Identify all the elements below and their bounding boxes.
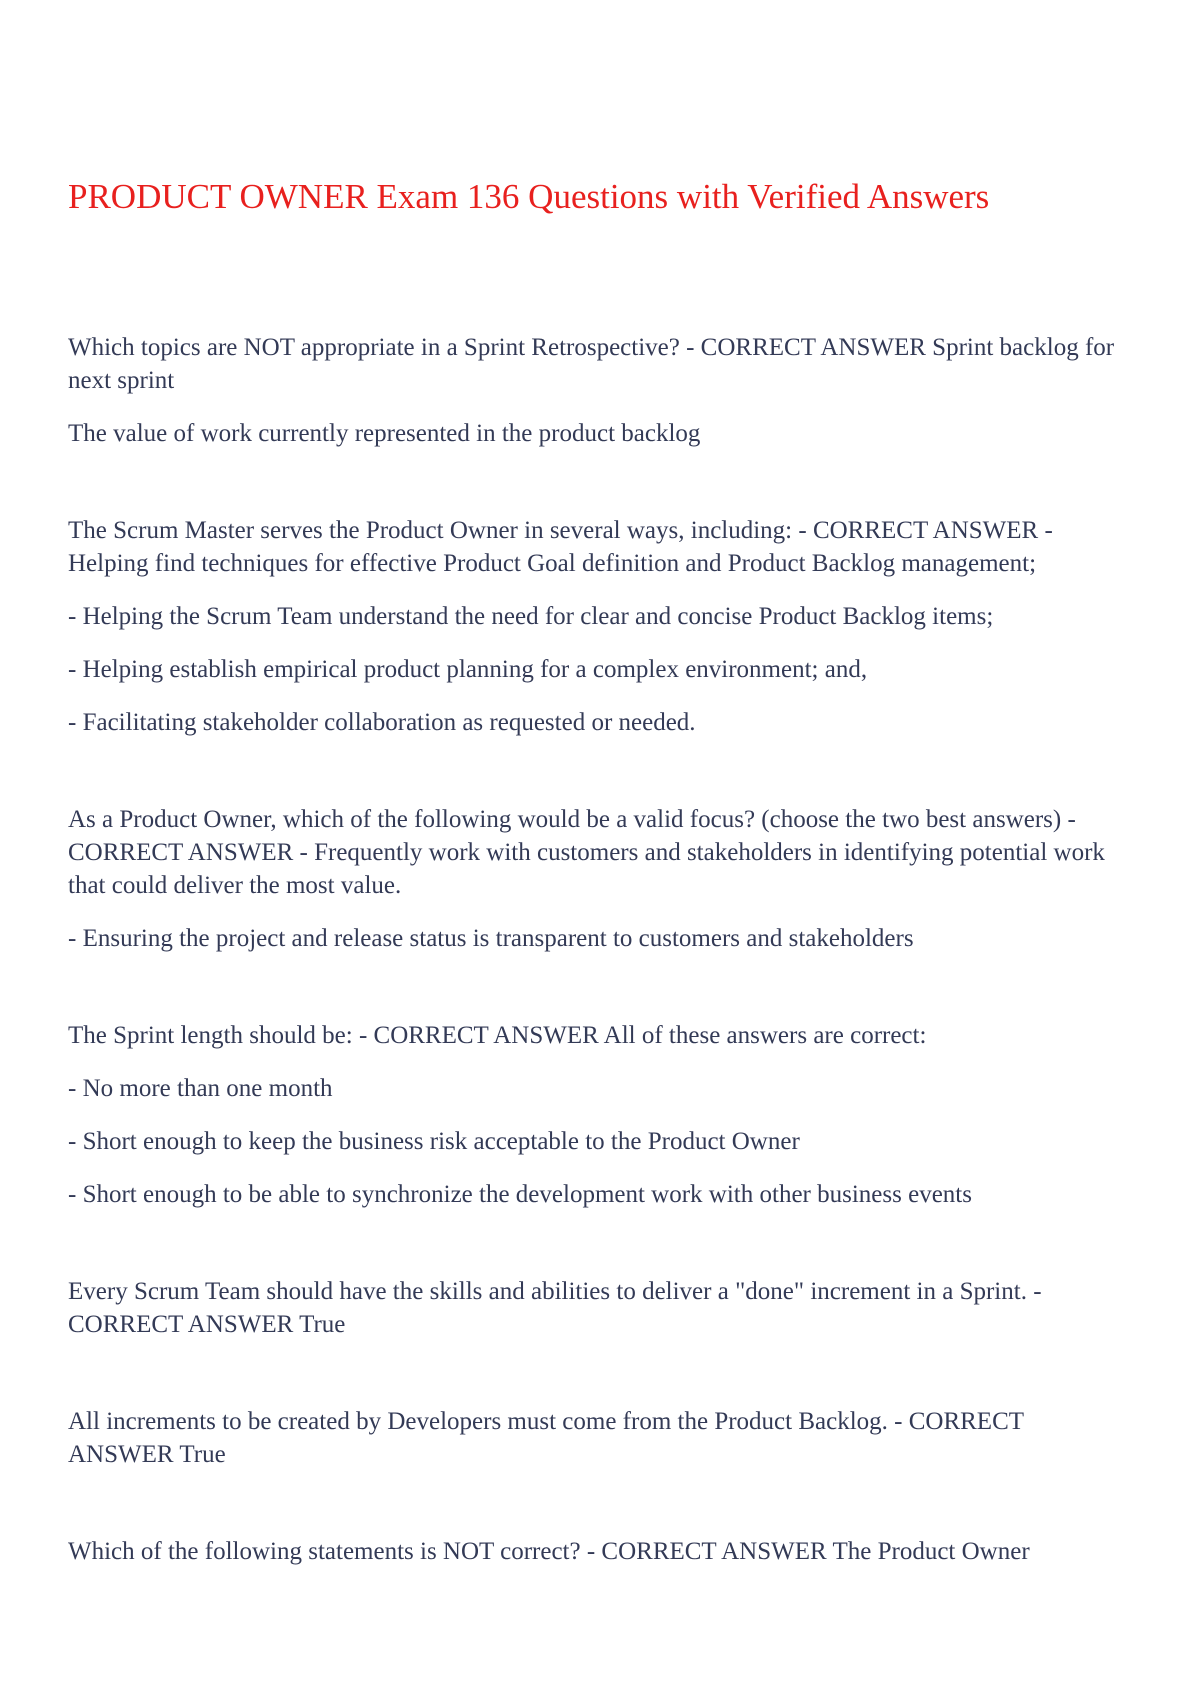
answer-line: - Facilitating stakeholder collaboration as requested or needed. bbox=[68, 709, 696, 736]
question-block-6 bbox=[68, 1405, 1128, 1471]
question-block-7 bbox=[68, 1535, 1128, 1568]
answer-line: The value of work currently represented in the product backlog bbox=[68, 420, 701, 447]
question-text: Every Scrum Team should have the skills and abilities to deliver a "done" increment in a Sprint. - CORRECT ANSWER True bbox=[68, 1278, 1042, 1338]
answer-line: - Helping establish empirical product planning for a complex environment; and, bbox=[68, 656, 868, 683]
question-text: As a Product Owner, which of the following would be a valid focus? (choose the two best answers) - CORRECT ANSWER - Frequently work with customers and stakeholders in identifying potential work that could deliver the most value. bbox=[68, 806, 1105, 899]
answer-line: - Ensuring the project and release status is transparent to customers and stakeholders bbox=[68, 925, 914, 952]
question-block-2 bbox=[68, 514, 1128, 739]
question-block-5 bbox=[68, 1275, 1128, 1341]
question-text: All increments to be created by Developers must come from the Product Backlog. - CORRECT ANSWER True bbox=[68, 1408, 1024, 1468]
question-text: The Sprint length should be: - CORRECT ANSWER All of these answers are correct: bbox=[68, 1022, 927, 1049]
document-title: PRODUCT OWNER Exam 136 Questions with Verified Answers bbox=[68, 177, 990, 216]
question-list bbox=[68, 331, 1128, 1632]
question-text: Which of the following statements is NOT correct? - CORRECT ANSWER The Product Owner bbox=[68, 1538, 1030, 1565]
question-block-3 bbox=[68, 803, 1128, 955]
answer-line: - No more than one month bbox=[68, 1075, 333, 1102]
question-block-4 bbox=[68, 1019, 1128, 1211]
question-text: The Scrum Master serves the Product Owner in several ways, including: - CORRECT ANSWER - Helping find techniques for effective Product Goal definition and Product Backlog management; bbox=[68, 517, 1053, 577]
answer-line: - Short enough to be able to synchronize the development work with other business events bbox=[68, 1181, 972, 1208]
question-block-1 bbox=[68, 331, 1128, 450]
question-text: Which topics are NOT appropriate in a Sprint Retrospective? - CORRECT ANSWER Sprint backlog for next sprint bbox=[68, 334, 1115, 394]
answer-line: - Helping the Scrum Team understand the need for clear and concise Product Backlog items; bbox=[68, 603, 994, 630]
answer-line: - Short enough to keep the business risk acceptable to the Product Owner bbox=[68, 1128, 800, 1155]
